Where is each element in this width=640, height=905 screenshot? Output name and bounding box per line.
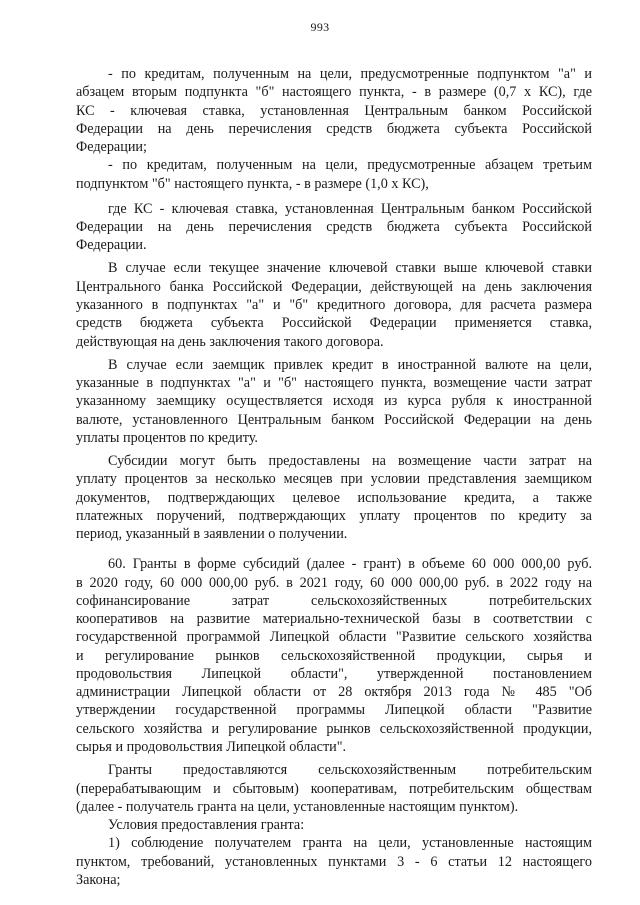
text-line: уплату процентов за несколько месяцев при условии представления заемщиком <box>76 471 592 487</box>
page-number: 993 <box>310 20 330 34</box>
text-line: - по кредитам, полученным на цели, предусмотренные абзацем третьим <box>108 157 592 173</box>
text-line: и регулирование рынков сельскохозяйственной продукции, сырья и <box>76 648 592 664</box>
text-line: указанного в подпунктах "а" и "б" кредитного договора, для расчета размера <box>76 297 592 313</box>
text-line: в 2020 году, 60 000 000,00 руб. в 2021 году, 60 000 000,00 руб. в 2022 году на <box>76 575 592 591</box>
text-line: сельского хозяйства и регулирование рынков сельскохозяйственной продукции, <box>76 721 592 737</box>
text-line: Федерации; <box>76 139 147 155</box>
text-line: утверждении государственной программы Липецкой области "Развитие <box>76 702 592 718</box>
text-line: где КС - ключевая ставка, установленная Центральным банком Российской <box>108 201 592 217</box>
text-line: период, указанный в заявлении о получении. <box>76 526 348 542</box>
text-line: КС - ключевая ставка, установленная Центральным банком Российской <box>76 103 592 119</box>
text-line: валюте, установленного Центральным банком Российской Федерации на день <box>76 412 592 428</box>
text-line: абзацем вторым подпункта "б" настоящего пункта, - в размере (0,7 х КС), где <box>76 84 592 100</box>
text-line: 1) соблюдение получателем гранта на цели, установленные настоящим <box>108 835 592 851</box>
text-line: Федерации. <box>76 237 147 253</box>
text-line: указанному заемщику осуществляется исходя из курса рубля к иностранной <box>76 393 592 409</box>
text-line: средств бюджета субъекта Российской Федерации применяется ставка, <box>76 315 592 331</box>
text-line: софинансирование затрат сельскохозяйственных потребительских <box>76 593 592 609</box>
text-line: продовольствия Липецкой области", утвержденной постановлением <box>76 666 592 682</box>
text-line: В случае если заемщик привлек кредит в иностранной валюте на цели, <box>108 357 592 373</box>
text-line: Закона; <box>76 872 121 888</box>
text-line: платежных поручений, подтверждающих уплату процентов по кредиту за <box>76 508 592 524</box>
text-line: кооперативов на развитие материально-технической базы в соответствии с <box>76 611 592 627</box>
text-line: Субсидии могут быть предоставлены на возмещение части затрат на <box>108 453 592 469</box>
text-line: подпунктом "б" настоящего пункта, - в размере (1,0 х КС), <box>76 176 429 192</box>
text-line: Условия предоставления гранта: <box>108 817 305 833</box>
text-line: действующая на день заключения такого договора. <box>76 334 384 350</box>
text-line: уплаты процентов по кредиту. <box>76 430 258 446</box>
text-line: 60. Гранты в форме субсидий (далее - грант) в объеме 60 000 000,00 руб. <box>108 556 592 572</box>
text-line: государственной программой Липецкой области "Развитие сельского хозяйства <box>76 629 592 645</box>
text-line: В случае если текущее значение ключевой ставки выше ключевой ставки <box>108 260 592 276</box>
text-line: администрации Липецкой области от 28 октября 2013 года № 485 "Об <box>76 684 592 700</box>
text-line: Гранты предоставляются сельскохозяйственным потребительским <box>108 762 592 778</box>
text-line: документов, подтверждающих целевое использование кредита, а также <box>76 490 592 506</box>
text-line: указанные в подпунктах "а" и "б" настоящего пункта, возмещение части затрат <box>76 375 592 391</box>
text-line: (перерабатывающим и сбытовым) кооперативам, потребительским обществам <box>76 781 592 797</box>
text-line: Центрального банка Российской Федерации, действующей на день заключения <box>76 279 592 295</box>
text-line: Федерации на день перечисления средств бюджета субъекта Российской <box>76 121 592 137</box>
text-line: - по кредитам, полученным на цели, предусмотренные подпунктом "а" и <box>108 66 592 82</box>
text-line: Федерации на день перечисления средств бюджета субъекта Российской <box>76 219 592 235</box>
text-line: пунктом, требований, установленных пунктами 3 - 6 статьи 12 настоящего <box>76 854 592 870</box>
text-line: сырья и продовольствия Липецкой области". <box>76 739 347 755</box>
text-line: (далее - получатель гранта на цели, установленные настоящим пунктом). <box>76 799 519 815</box>
